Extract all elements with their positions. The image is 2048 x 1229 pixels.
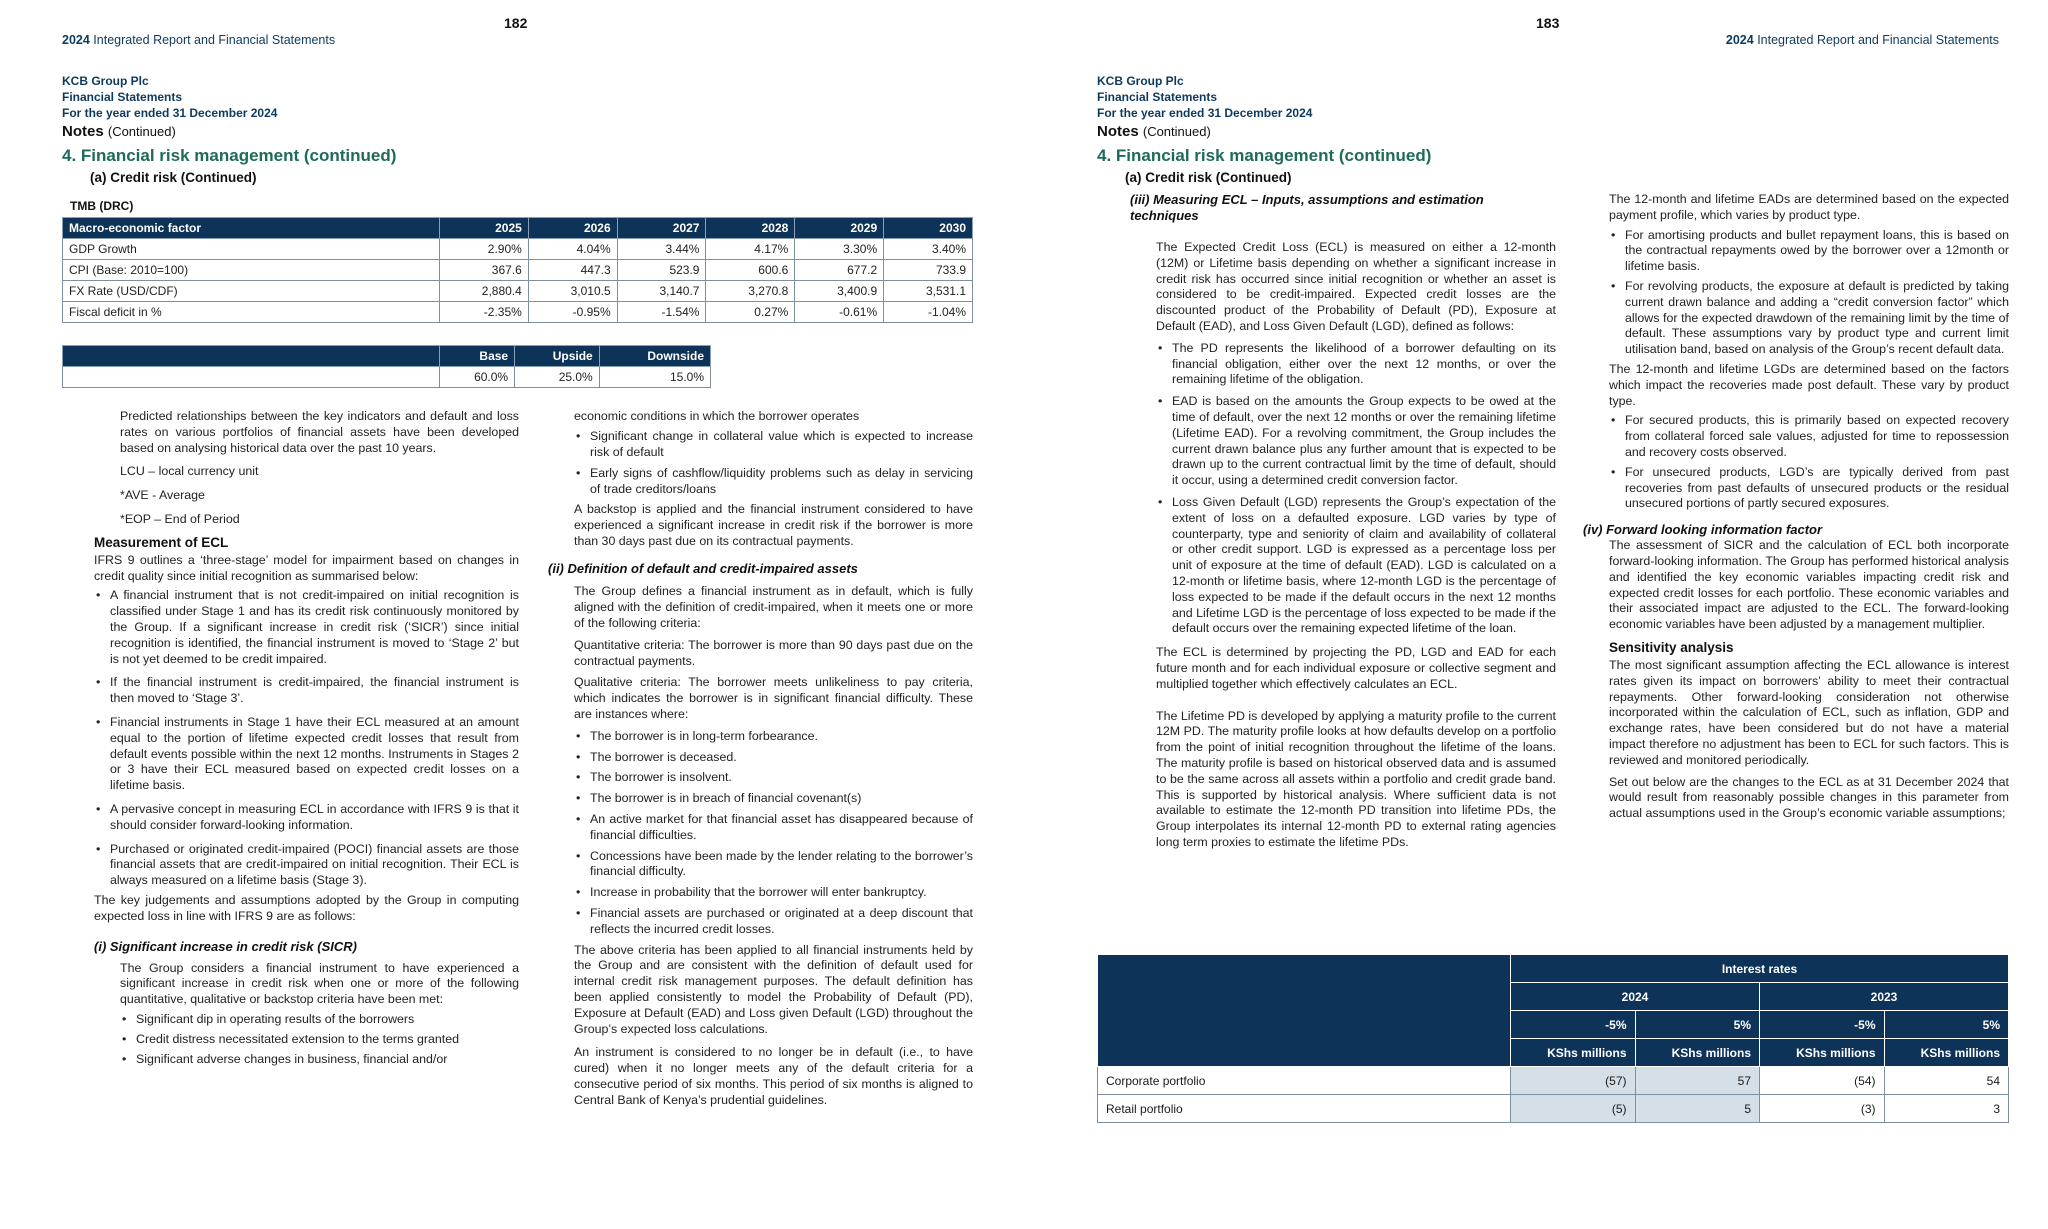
col-header: Upside bbox=[515, 346, 600, 367]
table-cell: 60.0% bbox=[440, 367, 515, 388]
paragraph: Predicted relationships between the key indicators and default and loss rates on various portfolios of financial assets have been developed based on analysing historical data over the past 10 years. bbox=[120, 409, 519, 455]
table-row bbox=[63, 367, 711, 388]
table-cell: 677.2 bbox=[795, 260, 884, 281]
row-label-blank bbox=[63, 367, 440, 388]
paragraph: The Group considers a financial instrument to have experienced a significant increase in credit risk when one or more of the following quantitative, qualitative or backstop criteria have been met: bbox=[120, 960, 519, 1007]
paragraph: *EOP – End of Period bbox=[120, 511, 240, 526]
paragraph: The Group defines a financial instrument as in default, which is fully aligned with the definition of credit-impaired, when it meets one or more of the following criteria: bbox=[574, 584, 973, 630]
table-cell: -2.35% bbox=[440, 302, 529, 323]
list-item: • A financial instrument that is not credit-impaired on initial recognition is classified under Stage 1 and has its credit risk continuously monitored by the Group. If a significant increase in credit risk (‘SICR’) since initial recognition is identified, the financial instrument is moved to ‘Stage 2’ but is not yet deemed to be credit impaired. bbox=[94, 588, 519, 667]
table-cell: (54) bbox=[1760, 1067, 1885, 1095]
paragraph: A backstop is applied and the financial instrument considered to have experienced a significant increase in credit risk if the borrower is more than 30 days past due on its contractual payments. bbox=[574, 501, 973, 548]
unit-header: KShs millions bbox=[1511, 1039, 1636, 1067]
unit-header: KShs millions bbox=[1884, 1039, 2009, 1067]
paragraph: economic conditions in which the borrower operates bbox=[574, 409, 860, 423]
document-name: Financial Statements bbox=[62, 90, 183, 104]
col-header: Downside bbox=[599, 346, 710, 367]
sicr-heading: (i) Significant increase in credit risk (SICR) bbox=[94, 938, 357, 954]
table-cell: 54 bbox=[1884, 1067, 2009, 1095]
list-item: • The borrower is in breach of financial covenant(s) bbox=[574, 791, 973, 807]
table-row bbox=[63, 260, 973, 281]
table-cell: -1.04% bbox=[884, 302, 973, 323]
row-label: FX Rate (USD/CDF) bbox=[63, 281, 440, 302]
list-item: • Financial instruments in Stage 1 have their ECL measured at an amount equal to the portion of lifetime expected credit losses that result from default events possible within the next 12 months. Instruments in Stages 2 or 3 have their ECL measured based on expected credit losses on a lifetime basis. bbox=[94, 715, 519, 794]
bullet-list bbox=[1130, 341, 1556, 637]
table-cell: (5) bbox=[1511, 1095, 1636, 1123]
bullet-list bbox=[1583, 228, 2009, 358]
table-row bbox=[1098, 1095, 2009, 1123]
list-item: • For secured products, this is primarily based on expected recovery from collateral forced sale values, adjusted for time to repossession and recovery costs observed. bbox=[1609, 413, 2009, 460]
table-cell: 3.40% bbox=[884, 239, 973, 260]
company-name: KCB Group Plc bbox=[1097, 74, 1184, 88]
left-column-2 bbox=[548, 409, 973, 1108]
table-title: TMB (DRC) bbox=[70, 199, 134, 213]
list-item: • The borrower is deceased. bbox=[574, 750, 973, 766]
period: For the year ended 31 December 2024 bbox=[1097, 106, 1313, 120]
bullet-list bbox=[94, 1012, 519, 1067]
row-label: CPI (Base: 2010=100) bbox=[63, 260, 440, 281]
paragraph: Qualitative criteria: The borrower meets unlikeliness to pay criteria, which indicates the borrower is in significant financial difficulty. These are instances where: bbox=[574, 675, 973, 721]
unit-header: KShs millions bbox=[1760, 1039, 1885, 1067]
table-cell: 0.27% bbox=[706, 302, 795, 323]
list-item: • For unsecured products, LGD’s are typically derived from past recoveries from past defaults of unsecured products or the residual unsecured portions of partly secured exposures. bbox=[1609, 465, 2009, 512]
list-item: • Financial assets are purchased or originated at a deep discount that reflects the incurred credit losses. bbox=[574, 906, 973, 938]
bullet-list bbox=[94, 588, 519, 889]
unit-header: KShs millions bbox=[1635, 1039, 1760, 1067]
paragraph: IFRS 9 outlines a ‘three-stage’ model for impairment based on changes in credit quality since initial recognition as summarised below: bbox=[94, 552, 519, 583]
sensitivity-heading: Sensitivity analysis bbox=[1609, 639, 1734, 655]
list-item: • Loss Given Default (LGD) represents the Group’s expectation of the extent of loss on a defaulted exposure. LGD varies by type of counterparty, type and seniority of claim and availability of collateral or other credit support. LGD is expressed as a percentage loss per unit of exposure at the time of default (EAD). LGD is calculated on a 12-month or lifetime basis, where 12-month LGD is the percentage of loss expected to be made if the default occurs in the next 12 months and Lifetime LGD is the percentage of loss expected to be made if the default occurs over the remaining expected lifetime of the loan. bbox=[1156, 495, 1556, 637]
paragraph: The key judgements and assumptions adopted by the Group in computing expected loss in line with IFRS 9 are as follows: bbox=[94, 892, 519, 923]
paragraph: The 12-month and lifetime EADs are determined based on the expected payment profile, which varies by product type. bbox=[1609, 192, 2009, 222]
table-cell: 3,400.9 bbox=[795, 281, 884, 302]
report-title: Integrated Report and Financial Statements bbox=[93, 33, 336, 47]
subsection-title: (a) Credit risk (Continued) bbox=[1125, 170, 1292, 185]
paragraph: Set out below are the changes to the ECL as at 31 December 2024 that would result from reasonably possible changes in this parameter from actual assumptions used in the Group’s economic variable assumptions; bbox=[1609, 774, 2009, 821]
table-cell: 367.6 bbox=[440, 260, 529, 281]
table-cell: 3.30% bbox=[795, 239, 884, 260]
table-cell: 4.04% bbox=[528, 239, 617, 260]
bullet-list bbox=[548, 429, 973, 498]
table-row bbox=[63, 281, 973, 302]
col-header: 2027 bbox=[617, 218, 706, 239]
col-header: 2026 bbox=[528, 218, 617, 239]
col-header: 2025 bbox=[440, 218, 529, 239]
table-cell: 447.3 bbox=[528, 260, 617, 281]
table-row bbox=[1098, 1067, 2009, 1095]
year-header: 2023 bbox=[1760, 983, 2009, 1011]
paragraph: An instrument is considered to no longer be in default (i.e., to have cured) when it no longer meets any of the default criteria for a consecutive period of six months. This period of six months is aligned to Central Bank of Kenya’s prudential guidelines. bbox=[574, 1045, 973, 1107]
bullet-list bbox=[1583, 413, 2009, 512]
sensitivity-table bbox=[1097, 954, 2009, 1123]
table-row bbox=[63, 302, 973, 323]
report-year: 2024 bbox=[1725, 33, 1754, 47]
paragraph: The above criteria has been applied to all financial instruments held by the Group and are consistent with the definition of default used for internal credit risk management purposes. The default definition has been applied consistently to model the Probability of Default (PD), Exposure at Default (EAD) and Loss given Default (LGD) throughout the Group’s expected loss calculations. bbox=[574, 942, 973, 1036]
table-cell: 600.6 bbox=[706, 260, 795, 281]
page-number: 182 bbox=[504, 15, 528, 31]
table-cell: 15.0% bbox=[599, 367, 710, 388]
list-item: • Credit distress necessitated extension to the terms granted bbox=[120, 1032, 519, 1048]
list-item: • Significant adverse changes in business, financial and/or bbox=[120, 1052, 519, 1068]
table-cell: 57 bbox=[1635, 1067, 1760, 1095]
paragraph: LCU – local currency unit bbox=[120, 464, 259, 479]
measuring-ecl-heading: (iii) Measuring ECL – Inputs, assumptions and estimation techniques bbox=[1130, 192, 1484, 223]
paragraph: The ECL is determined by projecting the PD, LGD and EAD for each future month and for each individual exposure or collective segment and multiplied together which effectively calculates an ECL. bbox=[1156, 645, 1556, 691]
report-year: 2024 bbox=[62, 33, 90, 47]
col-header-blank bbox=[63, 346, 440, 367]
table-cell: 5 bbox=[1635, 1095, 1760, 1123]
row-label: GDP Growth bbox=[63, 239, 440, 260]
list-item: • The PD represents the likelihood of a borrower defaulting on its financial obligation, either over the next 12 months, or over the remaining lifetime of the obligation. bbox=[1156, 341, 1556, 388]
list-item: • The borrower is in long-term forbearance. bbox=[574, 729, 973, 745]
col-header-blank bbox=[1098, 955, 1511, 1067]
change-header: 5% bbox=[1635, 1011, 1760, 1039]
company-block bbox=[1097, 73, 1312, 121]
table-cell: 25.0% bbox=[515, 367, 600, 388]
table-cell: 3 bbox=[1884, 1095, 2009, 1123]
table-cell: -1.54% bbox=[617, 302, 706, 323]
paragraph: Quantitative criteria: The borrower is more than 90 days past due on the contractual payments. bbox=[574, 637, 973, 668]
table-cell: 3,010.5 bbox=[528, 281, 617, 302]
paragraph: The 12-month and lifetime LGDs are determined based on the factors which impact the recoveries made post default. These vary by product type. bbox=[1609, 361, 2009, 408]
table-cell: 523.9 bbox=[617, 260, 706, 281]
table-cell: -0.61% bbox=[795, 302, 884, 323]
notes-heading: Notes (Continued) bbox=[1097, 123, 1211, 140]
forward-looking-heading: (iv) Forward looking information factor bbox=[1583, 522, 1823, 538]
row-label: Retail portfolio bbox=[1098, 1095, 1511, 1123]
list-item: • Increase in probability that the borrower will enter bankruptcy. bbox=[574, 885, 973, 901]
default-heading: (ii) Definition of default and credit-impaired assets bbox=[548, 561, 858, 577]
right-column-1 bbox=[1130, 192, 1556, 851]
report-header bbox=[62, 33, 335, 47]
table-cell: 4.17% bbox=[706, 239, 795, 260]
table-cell: 3,270.8 bbox=[706, 281, 795, 302]
list-item: • The borrower is insolvent. bbox=[574, 770, 973, 786]
report-header bbox=[1726, 33, 1999, 47]
subsection-title: (a) Credit risk (Continued) bbox=[90, 170, 257, 185]
table-cell: -0.95% bbox=[528, 302, 617, 323]
left-column-1 bbox=[94, 409, 519, 1071]
table-cell: 2.90% bbox=[440, 239, 529, 260]
table-header-row bbox=[63, 346, 711, 367]
scenario-table bbox=[62, 345, 711, 388]
change-header: -5% bbox=[1511, 1011, 1636, 1039]
macro-table bbox=[62, 217, 973, 323]
year-header: 2024 bbox=[1511, 983, 1760, 1011]
row-label: Corporate portfolio bbox=[1098, 1067, 1511, 1095]
list-item: • Significant change in collateral value which is expected to increase risk of default bbox=[574, 429, 973, 461]
table-cell: 3,531.1 bbox=[884, 281, 973, 302]
section-title: 4. Financial risk management (continued) bbox=[62, 146, 397, 165]
list-item: • For revolving products, the exposure at default is predicted by taking current drawn balance and adding a “credit conversion factor” which allows for the expected drawdown of the remaining limit by the time of default. These assumptions vary by product type and current limit utilisation band, based on analysis of the Group’s recent default data. bbox=[1609, 279, 2009, 358]
list-item: • EAD is based on the amounts the Group expects to be owed at the time of default, over the next 12 months or over the remaining lifetime (Lifetime EAD). For a revolving commitment, the Group includes the current drawn balance plus any further amount that is expected to be drawn up to the current contractual limit by the time of default, should it occur, using a determined credit conversion factor. bbox=[1156, 394, 1556, 489]
col-header: 2028 bbox=[706, 218, 795, 239]
list-item: • Significant dip in operating results of the borrowers bbox=[120, 1012, 519, 1028]
page-number: 183 bbox=[1536, 15, 1560, 31]
col-header: 2029 bbox=[795, 218, 884, 239]
table-header-row bbox=[1098, 955, 2009, 983]
section-title: 4. Financial risk management (continued) bbox=[1097, 146, 1432, 165]
list-item: • If the financial instrument is credit-impaired, the financial instrument is then moved to ‘Stage 3’. bbox=[94, 675, 519, 707]
report-title: Integrated Report and Financial Statements bbox=[1757, 33, 1999, 47]
table-cell: 3.44% bbox=[617, 239, 706, 260]
table-cell: (57) bbox=[1511, 1067, 1636, 1095]
bullet-list bbox=[548, 729, 973, 938]
notes-heading: Notes (Continued) bbox=[62, 123, 176, 140]
change-header: -5% bbox=[1760, 1011, 1885, 1039]
list-item: • For amortising products and bullet repayment loans, this is based on the contractual repayments owed by the borrower over a 12month or lifetime basis. bbox=[1609, 228, 2009, 275]
group-header: Interest rates bbox=[1511, 955, 2009, 983]
right-column-2 bbox=[1583, 192, 2009, 822]
row-label: Fiscal deficit in % bbox=[63, 302, 440, 323]
paragraph: The Expected Credit Loss (ECL) is measured on either a 12-month (12M) or Lifetime basis depending on whether a significant increase in credit risk has occurred since initial recognition or whether an asset is considered to be credit-impaired. Expected credit losses are the discounted product of the Probability of Default (PD), Exposure at Default (EAD), and Loss Given Default (LGD), defined as follows: bbox=[1156, 240, 1556, 333]
ecl-heading: Measurement of ECL bbox=[94, 534, 229, 550]
col-header: Macro-economic factor bbox=[63, 218, 440, 239]
table-cell: (3) bbox=[1760, 1095, 1885, 1123]
paragraph: The most significant assumption affecting the ECL allowance is interest rates given its impact on borrowers’ ability to meet their contractual repayments. Other forward-looking consideration not otherwise incorporated within the calculation of ECL, such as inflation, GDP and exchange rates, have been considered but do not have a material impact therefore no adjustment has been to ECL for such factors. This is reviewed and monitored periodically. bbox=[1609, 657, 2009, 767]
list-item: • Concessions have been made by the lender relating to the borrower’s financial difficulty. bbox=[574, 849, 973, 881]
paragraph: *AVE - Average bbox=[120, 488, 205, 503]
table-cell: 2,880.4 bbox=[440, 281, 529, 302]
document-name: Financial Statements bbox=[1097, 90, 1218, 104]
paragraph: The Lifetime PD is developed by applying a maturity profile to the current 12M PD. The maturity profile looks at how defaults develop on a portfolio from the point of initial recognition throughout the lifetime of the loans. The maturity profile is based on historical observed data and is assumed to be the same across all assets within a portfolio and credit grade band. This is supported by historical analysis. Where sufficient data is not available to estimate the 12-month PD transition into lifetime PDs, the Group interpolates its internal 12-month PD to external rating agencies long term proxies to estimate the lifetime PDs. bbox=[1156, 708, 1556, 849]
col-header: 2030 bbox=[884, 218, 973, 239]
list-item: • A pervasive concept in measuring ECL in accordance with IFRS 9 is that it should consider forward-looking information. bbox=[94, 802, 519, 834]
table-row bbox=[63, 239, 973, 260]
paragraph: The assessment of SICR and the calculation of ECL both incorporate forward-looking information. The Group has performed historical analysis and identified the key economic variables impacting credit risk and expected credit losses for each portfolio. These economic variables and their associated impact are adjusted to the ECL. The forward-looking economic variables have been adjusted by a management multiplier. bbox=[1609, 538, 2009, 632]
list-item: • Purchased or originated credit-impaired (POCI) financial assets are those financial assets that are credit-impaired on initial recognition. Their ECL is always measured on a lifetime basis (Stage 3). bbox=[94, 842, 519, 889]
list-item: • An active market for that financial asset has disappeared because of financial difficulties. bbox=[574, 812, 973, 844]
table-cell: 733.9 bbox=[884, 260, 973, 281]
list-item: • Early signs of cashflow/liquidity problems such as delay in servicing of trade creditors/loans bbox=[574, 466, 973, 498]
change-header: 5% bbox=[1884, 1011, 2009, 1039]
col-header: Base bbox=[440, 346, 515, 367]
company-block bbox=[62, 73, 277, 121]
period: For the year ended 31 December 2024 bbox=[62, 106, 278, 120]
table-header-row bbox=[63, 218, 973, 239]
company-name: KCB Group Plc bbox=[62, 74, 149, 88]
table-cell: 3,140.7 bbox=[617, 281, 706, 302]
